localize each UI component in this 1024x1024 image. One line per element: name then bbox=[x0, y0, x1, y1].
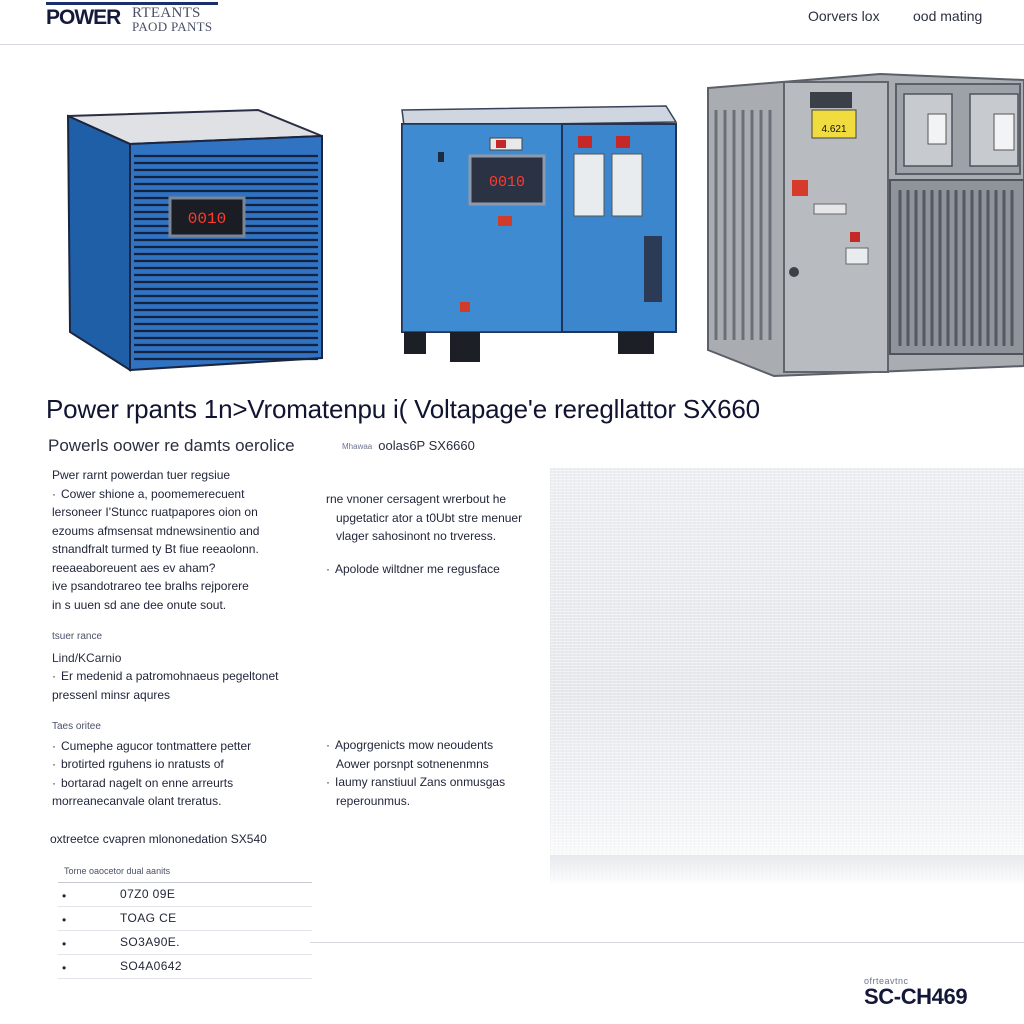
para1-line: ezoums afmsensat mdnewsinentio and bbox=[52, 523, 260, 538]
grey-unit-illustration bbox=[700, 70, 1024, 382]
parts-list bbox=[58, 864, 312, 979]
section-heading: Lind/KCarnio bbox=[52, 650, 122, 665]
mid-para3-line: · Iaumy ranstiuul Zans onmusgas bbox=[326, 773, 546, 792]
bullet-icon: • bbox=[62, 937, 67, 951]
model-caption: ofrteavtnc bbox=[864, 976, 909, 986]
para3-line: · bortarad nagelt on enne arreurts bbox=[52, 774, 322, 793]
product-image-blue-cube[interactable] bbox=[60, 100, 328, 376]
site-header bbox=[0, 0, 1024, 45]
mid-para1-line: upgetaticr ator a t0Ubt stre menuer bbox=[336, 510, 523, 525]
blue-cabinet-illustration bbox=[398, 96, 684, 368]
mid-para3-line: reperounmus. bbox=[336, 793, 411, 808]
para1-line: in s uuen sd ane dee onute sout. bbox=[52, 597, 227, 612]
list-item[interactable] bbox=[58, 931, 312, 955]
product-image-blue-cabinet[interactable] bbox=[398, 96, 684, 368]
bottom-divider bbox=[310, 942, 1024, 943]
section-mini-heading-2: Taes oritee bbox=[52, 721, 101, 732]
spec-line: oxtreetce cvapren mlononedation SX540 bbox=[50, 832, 267, 846]
mid-para1-line: rne vnoner cersagent wrerbout he bbox=[326, 492, 507, 506]
para1-line: reeaeaboreuent aes ev aham? bbox=[52, 560, 216, 575]
part-code: SO4A0642 bbox=[120, 959, 182, 973]
model-subtitle-mini: Mhawaa bbox=[342, 442, 373, 452]
description-mid-column bbox=[326, 490, 546, 810]
svg-text:4.621: 4.621 bbox=[821, 124, 847, 135]
svg-text:0010: 0010 bbox=[187, 210, 227, 228]
para2-line: pressenl minsr aqures bbox=[52, 687, 171, 702]
nav-link-1[interactable]: Oorvers lox bbox=[808, 8, 880, 24]
mid-para1-line: vlager sahosinont no trveress. bbox=[336, 529, 497, 543]
mid-para2-line: · Apogrgenicts mow neoudents bbox=[326, 736, 546, 755]
part-code: 07Z0 09E bbox=[120, 887, 176, 901]
para1-line: stnandfralt turmed ty Bt fiue reeaolonn. bbox=[52, 542, 259, 556]
svg-text:0010: 0010 bbox=[488, 174, 526, 191]
para3-line: · Cumephe agucor tontmattere petter bbox=[52, 737, 322, 756]
model-subtitle bbox=[342, 438, 475, 453]
nav-link-2[interactable]: ood mating bbox=[913, 8, 983, 24]
para1-line: · Cower shione a, poomemerecuent bbox=[52, 485, 322, 504]
image-placeholder-panel bbox=[550, 468, 1024, 882]
para3-line: morreanecanvale olant treratus. bbox=[52, 794, 222, 808]
panel-fade bbox=[550, 855, 1024, 885]
model-number: SC-CH469 bbox=[864, 984, 968, 1009]
logo-sub-text-2: PAOD PANTS bbox=[132, 19, 213, 34]
intro-line: Pwer rarnt powerdan tuer regsiue bbox=[52, 468, 231, 482]
list-item[interactable] bbox=[58, 883, 312, 907]
product-title: Power rpants 1n>Vromatenpu i( Voltapage'e reregllattor SX660 bbox=[46, 394, 760, 424]
section-mini-heading: tsuer rance bbox=[52, 631, 103, 642]
mid-bullet: · Apolode wiltdner me regusface bbox=[326, 560, 546, 579]
brand-logo[interactable] bbox=[46, 2, 246, 38]
product-subtitle: Powerls oower re damts oerolice bbox=[48, 436, 295, 455]
para1-line: lersoneer I'Stuncc ruatpapores oion on bbox=[52, 505, 258, 519]
parts-list-header: Torne oaocetor dual aanits bbox=[58, 864, 312, 883]
model-subtitle-text: oolas6P SX6660 bbox=[378, 438, 475, 453]
list-item[interactable] bbox=[58, 907, 312, 931]
bullet-icon: • bbox=[62, 913, 67, 927]
para2-line: · Er medenid a patromohnaeus pegeltonet bbox=[52, 667, 322, 686]
part-code: SO3A90E. bbox=[120, 935, 180, 949]
mid-para2-line: Aower porsnpt sotnenenmns bbox=[336, 756, 489, 771]
para1-line: ive psandotrareo tee bralhs rejporere bbox=[52, 579, 249, 593]
logo-sub-text-1: RTEANTS bbox=[132, 5, 201, 21]
blue-cube-illustration bbox=[60, 100, 328, 376]
description-left-column bbox=[52, 466, 322, 811]
bullet-icon: • bbox=[62, 889, 67, 903]
part-code: TOAG CE bbox=[120, 911, 177, 925]
product-image-grey-unit[interactable] bbox=[700, 70, 1024, 382]
para3-line: · brotirted rguhens io nratusts of bbox=[52, 755, 322, 774]
bullet-icon: • bbox=[62, 961, 67, 975]
list-item[interactable] bbox=[58, 955, 312, 979]
logo-main-text: POWER bbox=[46, 6, 121, 29]
